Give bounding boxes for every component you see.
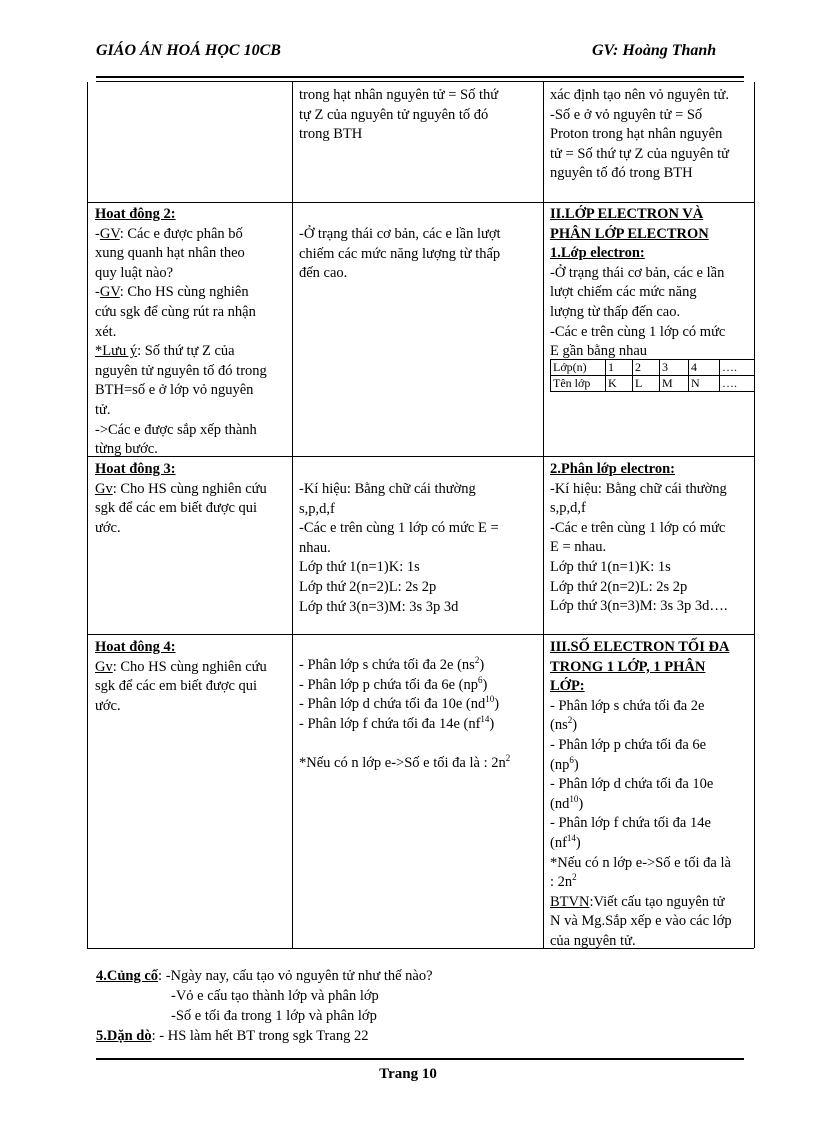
section-3-title: III.SỐ ELECTRON TỐI ĐA (550, 639, 730, 655)
row1-middle-cell: -Ở trạng thái cơ bản, các e lần lượt chiếm các mức năng lượng từ thấp đến cao. (299, 226, 501, 282)
row0-middle-cell: trong hạt nhân nguyên tử = Số thứ tự Z của nguyên tử nguyên tố đó trong BTH (299, 87, 499, 143)
row1-left-cell: Hoat đông 2: -GV: Các e được phân bố xung quanh hạt nhân theo quy luật nào? -GV: Cho HS cùng nghiên cứu sgk để cùng rút ra nhận xét. *Lưu ý: Số thứ tự Z của nguyên tử nguyên tố đó trong BTH=số e ở lớp vỏ nguyên tử. ->Các e được sắp xếp thành từng bước. (95, 206, 267, 458)
row3-middle-cell: - Phân lớp s chứa tối đa 2e $(ns^2)$ - Phân lớp p chứa tối đa 6e $(np^6)$ - Phân lớp d chứa tối đa 10e $(nd^{10})$ - Phân lớp f chứa tối đa 14e $(nf^{14})$ *Nếu có n lớp e->Số e tối đa là : $2n^2$ (299, 655, 511, 771)
consolidation-label: 4.Củng cố (96, 968, 159, 984)
section-2-title: II.LỚP ELECTRON VÀ (550, 206, 704, 222)
electron-shell-table (550, 359, 755, 392)
table-divider-2 (543, 82, 544, 948)
row2-middle-cell: -Kí hiệu: Bằng chữ cái thường s,p,d,f -Các e trên cùng 1 lớp có mức E = nhau. Lớp thứ 1(n=1)K: 1s Lớp thứ 2(n=2)L: 2s 2p Lớp thứ 3(n=3)M: 3s 3p 3d (299, 481, 499, 615)
homework-section: 5.Dặn dò: - HS làm hết BT trong sgk Trang 22 (96, 1028, 369, 1044)
subsection-title: 1.Lớp electron: (550, 245, 645, 262)
page-number: Trang 10 (379, 1066, 437, 1082)
row2-left-cell: Hoat đông 3: Gv: Cho HS cùng nghiên cứu sgk để các em biết được qui ước. (95, 461, 267, 536)
row-divider-1 (87, 202, 754, 203)
consolidation-line-3: -Số e tối đa trong 1 lớp và phân lớp (171, 1008, 377, 1024)
homework-label: BTVN (550, 893, 590, 910)
row0-right-cell: xác định tạo nên vỏ nguyên tử. -Số e ở vỏ nguyên tử = Số Proton trong hạt nhân nguyên tử = Số thứ tự Z của nguyên tử nguyên tố đó trong BTH (550, 87, 729, 182)
activity-4-title: Hoat đông 4: (95, 639, 176, 655)
row3-right-cell: III.SỐ ELECTRON TỐI ĐA TRONG 1 LỚP, 1 PHÂN LỚP: - Phân lớp s chứa tối đa 2e $(ns^2)$ - Phân lớp p chứa tối đa 6e $(np^6)$ - Phân lớp d chứa tối đa 10e $(nd^{10})$ - Phân lớp f chứa tối đa 14e $(nf^{14})$ *Nếu có n lớp e->Số e tối đa là : $2n^2$ BTVN:Viết cấu tạo nguyên tử N và Mg.Sắp xếp e vào các lớp của nguyên tử. (550, 639, 732, 949)
table-divider-1 (292, 82, 293, 948)
table-row: Lớp(n) 1 2 3 4 …. (551, 360, 755, 376)
table-row: Tên lớp K L M N …. (551, 376, 755, 392)
row-divider-3 (87, 634, 754, 635)
footer-rule (96, 1058, 744, 1060)
teacher-name: GV: Hoàng Thanh (592, 42, 717, 59)
homework-instructions-label: 5.Dặn dò (96, 1028, 152, 1044)
row2-right-cell: 2.Phân lớp electron: -Kí hiệu: Bằng chữ cái thường s,p,d,f -Các e trên cùng 1 lớp có mức E = nhau. Lớp thứ 1(n=1)K: 1s Lớp thứ 2(n=2)L: 2s 2p Lớp thứ 3(n=3)M: 3s 3p 3d…. (550, 461, 728, 615)
consolidation-line-2: -Vỏ e cấu tạo thành lớp và phân lớp (171, 988, 379, 1004)
activity-3-title: Hoat đông 3: (95, 461, 176, 477)
row1-right-cell: II.LỚP ELECTRON VÀ PHÂN LỚP ELECTRON 1.Lớp electron: -Ở trạng thái cơ bản, các e lần lượt chiếm các mức năng lượng từ thấp đến cao. -Các e trên cùng 1 lớp có mức E gần bằng nhau (550, 206, 726, 360)
subsection-2-title: 2.Phân lớp electron: (550, 461, 675, 477)
table-border-left (87, 82, 88, 948)
row3-left-cell: Hoat đông 4: Gv: Cho HS cùng nghiên cứu sgk để các em biết được qui ước. (95, 639, 267, 714)
document-title: GIÁO ÁN HOÁ HỌC 10CB (96, 42, 281, 59)
header-rule (96, 76, 744, 78)
header-rule-thin (96, 81, 744, 82)
consolidation-section: 4.Củng cố: -Ngày nay, cấu tạo vỏ nguyên tử như thế nào? (96, 968, 433, 984)
table-border-right (754, 82, 755, 948)
activity-2-title: Hoat đông 2: (95, 206, 176, 222)
